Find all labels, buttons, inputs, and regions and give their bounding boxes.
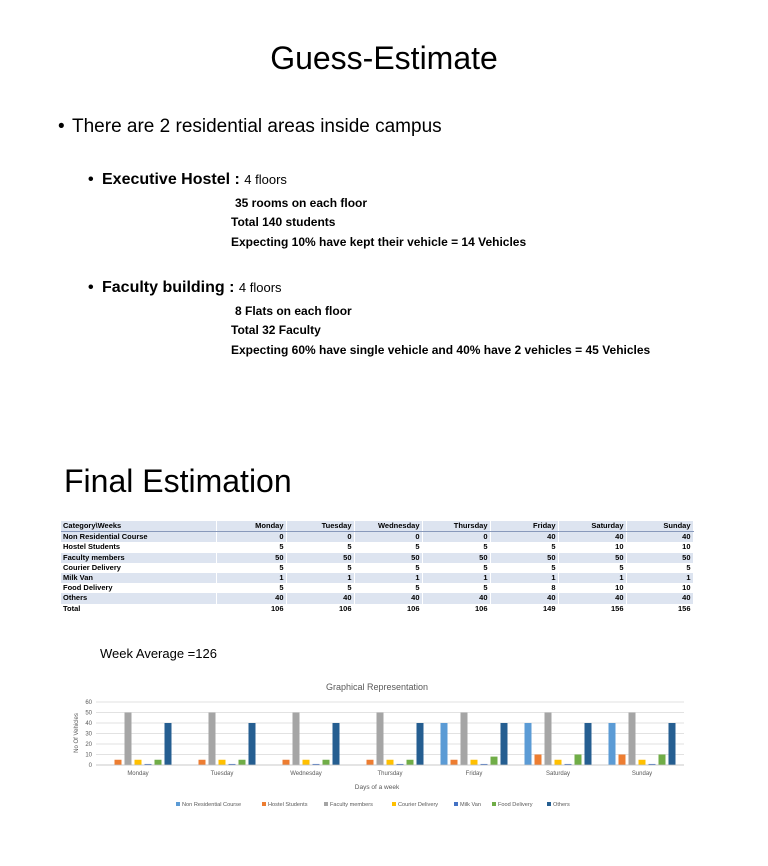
bar-wednesday-courier-delivery xyxy=(303,760,310,765)
table-header-cell: Saturday xyxy=(558,521,626,532)
table-row xyxy=(61,583,693,593)
bar-monday-hostel-students xyxy=(115,760,122,765)
y-tick-label: 60 xyxy=(85,700,92,706)
table-cell-value: 40 xyxy=(354,593,422,603)
legend-swatch xyxy=(492,802,496,806)
bar-wednesday-food-delivery xyxy=(323,760,330,765)
table-cell-value: 40 xyxy=(490,532,558,543)
legend-item xyxy=(176,802,241,808)
table-row-category: Courier Delivery xyxy=(61,563,216,573)
table-cell-value: 40 xyxy=(216,593,286,603)
chart-y-axis-label: No Of Vehicles xyxy=(74,713,80,753)
table-cell-value: 10 xyxy=(626,583,693,593)
bar-wednesday-others xyxy=(333,723,340,765)
bar-tuesday-food-delivery xyxy=(239,760,246,765)
table-cell-value: 106 xyxy=(354,604,422,614)
x-tick-label: Monday xyxy=(127,771,149,777)
table-header-cell: Friday xyxy=(490,521,558,532)
executive-line-expect: Expecting 10% have kept their vehicle = 14 Vehicles xyxy=(231,235,527,249)
chart-x-axis-label: Days of a week xyxy=(354,784,400,791)
legend-item xyxy=(262,802,308,808)
table-cell-value: 0 xyxy=(354,532,422,543)
executive-hostel-label: Executive Hostel : xyxy=(102,171,245,188)
bullet-dot-icon: • xyxy=(88,171,94,188)
week-average: Week Average =126 xyxy=(100,646,217,661)
table-header-cell: Sunday xyxy=(626,521,693,532)
bar-friday-food-delivery xyxy=(491,757,498,765)
table-row xyxy=(61,532,693,543)
table-cell-value: 149 xyxy=(490,604,558,614)
legend-label: Courier Delivery xyxy=(398,802,439,808)
table-cell-value: 5 xyxy=(422,563,490,573)
bar-monday-faculty-members xyxy=(125,713,132,766)
table-row xyxy=(61,553,693,563)
table-row-category: Faculty members xyxy=(61,553,216,563)
executive-line-rooms: 35 rooms on each floor xyxy=(235,196,368,210)
faculty-line-flats: 8 Flats on each floor xyxy=(235,304,352,318)
bar-tuesday-faculty-members xyxy=(209,713,216,766)
bar-friday-faculty-members xyxy=(461,713,468,766)
table-cell-value: 5 xyxy=(286,583,354,593)
bar-thursday-courier-delivery xyxy=(387,760,394,765)
bar-sunday-hostel-students xyxy=(619,755,626,766)
table-header-cell: Category\Weeks xyxy=(61,521,216,532)
bar-friday-others xyxy=(501,723,508,765)
x-tick-label: Thursday xyxy=(377,771,403,777)
table-cell-value: 1 xyxy=(216,573,286,583)
bullet-dot-icon: • xyxy=(88,279,94,296)
bar-sunday-faculty-members xyxy=(629,713,636,766)
table-cell-value: 5 xyxy=(354,583,422,593)
table-row-category: Hostel Students xyxy=(61,542,216,552)
table-cell-value: 50 xyxy=(286,553,354,563)
bar-tuesday-hostel-students xyxy=(199,760,206,765)
table-cell-value: 1 xyxy=(354,573,422,583)
table-row-category: Non Residential Course xyxy=(61,532,216,543)
table-cell-value: 40 xyxy=(558,532,626,543)
chart-title: Graphical Representation xyxy=(325,682,429,692)
bar-saturday-food-delivery xyxy=(575,755,582,766)
table-row xyxy=(61,573,693,583)
table-cell-value: 1 xyxy=(490,573,558,583)
table-cell-value: 5 xyxy=(286,563,354,573)
table-cell-value: 5 xyxy=(354,563,422,573)
table-cell-value: 5 xyxy=(422,583,490,593)
table-row xyxy=(61,604,693,614)
y-tick-label: 50 xyxy=(85,710,92,717)
slide-title-final-estimation: Final Estimation xyxy=(64,463,292,499)
faculty-line-total: Total 32 Faculty xyxy=(231,323,321,337)
legend-item xyxy=(392,802,438,808)
table-cell-value: 40 xyxy=(626,593,693,603)
table-cell-value: 5 xyxy=(490,563,558,573)
table-cell-value: 50 xyxy=(354,553,422,563)
bar-thursday-others xyxy=(417,723,424,765)
legend-item xyxy=(547,802,570,808)
table-row-category: Total xyxy=(61,604,216,614)
table-header-cell: Wednesday xyxy=(354,521,422,532)
table-cell-value: 5 xyxy=(558,563,626,573)
table-header-cell: Thursday xyxy=(422,521,490,532)
bar-monday-courier-delivery xyxy=(135,760,142,765)
table-cell-value: 106 xyxy=(422,604,490,614)
table-row-category: Others xyxy=(61,593,216,603)
table-cell-value: 5 xyxy=(216,583,286,593)
bar-sunday-food-delivery xyxy=(659,755,666,766)
bar-sunday-others xyxy=(669,723,676,765)
table-cell-value: 106 xyxy=(216,604,286,614)
y-tick-label: 0 xyxy=(88,763,92,769)
table-cell-value: 40 xyxy=(558,593,626,603)
legend-label: Faculty members xyxy=(330,802,373,808)
bar-monday-others xyxy=(165,723,172,765)
table-cell-value: 1 xyxy=(558,573,626,583)
table-row-category: Food Delivery xyxy=(61,583,216,593)
bullet-dot-icon: • xyxy=(58,116,65,137)
faculty-building-item xyxy=(88,279,282,297)
executive-line-total: Total 140 students xyxy=(231,215,336,229)
table-row xyxy=(61,593,693,603)
table-cell-value: 5 xyxy=(216,542,286,552)
table-cell-value: 8 xyxy=(490,583,558,593)
table-header-cell: Tuesday xyxy=(286,521,354,532)
table-cell-value: 10 xyxy=(558,542,626,552)
table-header-row xyxy=(61,521,693,532)
bar-sunday-non-residential-course xyxy=(609,723,616,765)
table-cell-value: 40 xyxy=(422,593,490,603)
table-cell-value: 50 xyxy=(422,553,490,563)
bar-friday-courier-delivery xyxy=(471,760,478,765)
table-cell-value: 0 xyxy=(216,532,286,543)
table-cell-value: 1 xyxy=(286,573,354,583)
table-cell-value: 0 xyxy=(286,532,354,543)
table-cell-value: 40 xyxy=(490,593,558,603)
executive-hostel-item xyxy=(88,171,287,189)
table-cell-value: 156 xyxy=(558,604,626,614)
bar-saturday-courier-delivery xyxy=(555,760,562,765)
estimation-table xyxy=(61,521,694,614)
x-tick-label: Wednesday xyxy=(290,771,322,777)
graphical-representation-chart xyxy=(66,675,696,820)
legend-item xyxy=(492,802,533,808)
legend-label: Milk Van xyxy=(460,802,482,808)
bar-monday-food-delivery xyxy=(155,760,162,765)
legend-swatch xyxy=(547,802,551,806)
x-tick-label: Saturday xyxy=(545,771,571,777)
table-cell-value: 106 xyxy=(286,604,354,614)
y-tick-label: 20 xyxy=(85,742,92,748)
legend-label: Hostel Students xyxy=(268,802,308,808)
legend-label: Food Delivery xyxy=(498,802,533,808)
table-cell-value: 40 xyxy=(626,532,693,543)
executive-hostel-floors: 4 floors xyxy=(244,172,287,187)
legend-swatch xyxy=(454,802,458,806)
table-cell-value: 0 xyxy=(422,532,490,543)
table-cell-value: 5 xyxy=(490,542,558,552)
table-cell-value: 5 xyxy=(354,542,422,552)
table-cell-value: 10 xyxy=(558,583,626,593)
table-cell-value: 10 xyxy=(626,542,693,552)
bar-wednesday-hostel-students xyxy=(283,760,290,765)
table-row xyxy=(61,542,693,552)
table-cell-value: 5 xyxy=(286,542,354,552)
table-cell-value: 40 xyxy=(286,593,354,603)
bar-friday-non-residential-course xyxy=(441,723,448,765)
legend-swatch xyxy=(324,802,328,806)
bar-saturday-faculty-members xyxy=(545,713,552,766)
table-cell-value: 1 xyxy=(422,573,490,583)
legend-swatch xyxy=(262,802,266,806)
bullet-text: There are 2 residential areas inside campus xyxy=(72,116,442,137)
y-tick-label: 10 xyxy=(85,752,92,759)
slide-title-guess-estimate: Guess-Estimate xyxy=(270,40,498,76)
table-cell-value: 50 xyxy=(216,553,286,563)
bar-sunday-courier-delivery xyxy=(639,760,646,765)
legend-swatch xyxy=(176,802,180,806)
bar-saturday-hostel-students xyxy=(535,755,542,766)
table-cell-value: 5 xyxy=(626,563,693,573)
table-cell-value: 50 xyxy=(490,553,558,563)
table-cell-value: 156 xyxy=(626,604,693,614)
bullet-residential-areas xyxy=(58,116,442,138)
bar-saturday-non-residential-course xyxy=(525,723,532,765)
table-cell-value: 50 xyxy=(626,553,693,563)
table-cell-value: 1 xyxy=(626,573,693,583)
table-cell-value: 5 xyxy=(216,563,286,573)
table-row-category: Milk Van xyxy=(61,573,216,583)
faculty-line-expect: Expecting 60% have single vehicle and 40% have 2 vehicles = 45 Vehicles xyxy=(231,343,651,357)
bar-thursday-hostel-students xyxy=(367,760,374,765)
bar-saturday-others xyxy=(585,723,592,765)
bar-tuesday-courier-delivery xyxy=(219,760,226,765)
faculty-building-floors: 4 floors xyxy=(238,280,282,295)
faculty-building-label: Faculty building : xyxy=(102,279,239,296)
y-tick-label: 30 xyxy=(85,731,92,738)
y-tick-label: 40 xyxy=(85,721,92,727)
legend-item xyxy=(454,802,481,808)
x-tick-label: Friday xyxy=(465,771,483,777)
table-cell-value: 50 xyxy=(558,553,626,563)
bar-wednesday-faculty-members xyxy=(293,713,300,766)
legend-label: Non Residential Course xyxy=(182,802,242,808)
table-header-cell: Monday xyxy=(216,521,286,532)
legend-label: Others xyxy=(553,802,570,808)
bar-tuesday-others xyxy=(249,723,256,765)
bar-thursday-food-delivery xyxy=(407,760,414,765)
bar-thursday-faculty-members xyxy=(377,713,384,766)
legend-item xyxy=(324,802,373,808)
bar-friday-hostel-students xyxy=(451,760,458,765)
x-tick-label: Sunday xyxy=(631,771,653,777)
legend-swatch xyxy=(392,802,396,806)
x-tick-label: Tuesday xyxy=(210,771,234,777)
table-row xyxy=(61,563,693,573)
table-cell-value: 5 xyxy=(422,542,490,552)
